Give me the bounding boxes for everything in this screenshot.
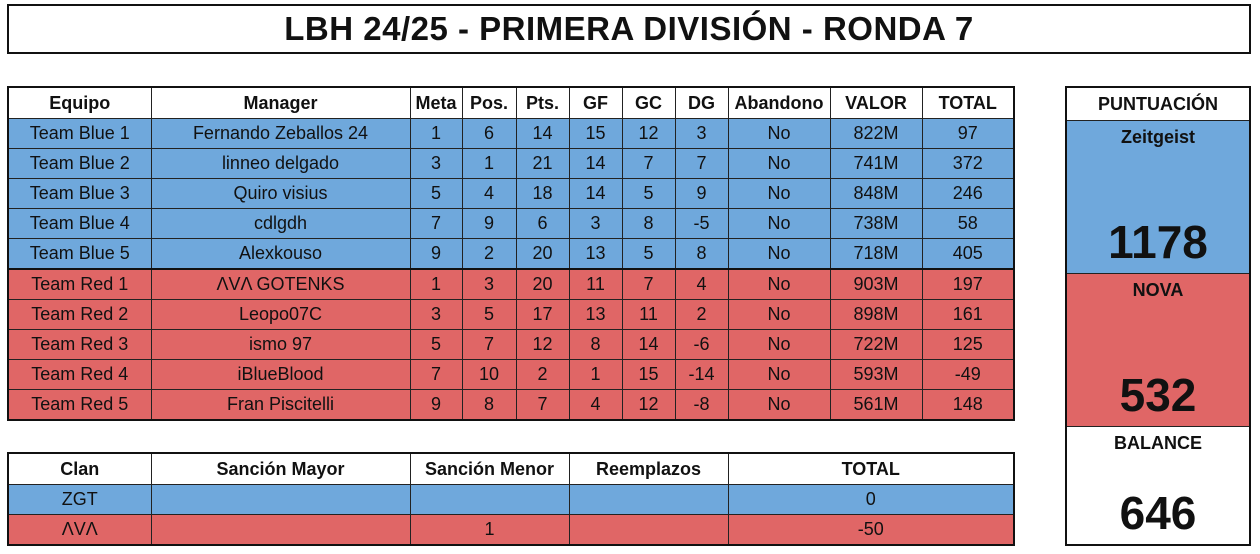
table-cell: 246 bbox=[922, 179, 1014, 209]
table-cell: 4 bbox=[675, 269, 728, 300]
page-title: LBH 24/25 - PRIMERA DIVISIÓN - RONDA 7 bbox=[7, 4, 1251, 54]
table-cell: No bbox=[728, 390, 830, 421]
table-cell: 741M bbox=[830, 149, 922, 179]
column-header: Sanción Menor bbox=[410, 453, 569, 485]
table-cell: 20 bbox=[516, 269, 569, 300]
table-cell: 14 bbox=[622, 330, 675, 360]
table-cell: 7 bbox=[410, 360, 462, 390]
table-cell: No bbox=[728, 239, 830, 270]
table-cell: No bbox=[728, 209, 830, 239]
table-cell: 9 bbox=[675, 179, 728, 209]
balance-value: 646 bbox=[1119, 487, 1197, 539]
table-cell: ZGT bbox=[8, 485, 151, 515]
table-row bbox=[8, 485, 1014, 515]
table-cell: Team Red 4 bbox=[8, 360, 151, 390]
table-cell: 593M bbox=[830, 360, 922, 390]
column-header: Reemplazos bbox=[569, 453, 728, 485]
table-cell: No bbox=[728, 330, 830, 360]
table-row bbox=[8, 209, 1014, 239]
table-cell: 2 bbox=[516, 360, 569, 390]
table-cell: 6 bbox=[516, 209, 569, 239]
table-cell: 13 bbox=[569, 300, 622, 330]
table-cell: -50 bbox=[728, 515, 1014, 546]
table-cell: 5 bbox=[622, 179, 675, 209]
table-cell: 0 bbox=[728, 485, 1014, 515]
table-cell: Team Blue 3 bbox=[8, 179, 151, 209]
table-cell: ismo 97 bbox=[151, 330, 410, 360]
column-header: GF bbox=[569, 87, 622, 119]
table-row bbox=[8, 360, 1014, 390]
table-cell: cdlgdh bbox=[151, 209, 410, 239]
table-cell: No bbox=[728, 179, 830, 209]
table-cell: 5 bbox=[410, 330, 462, 360]
balance-block bbox=[1067, 427, 1249, 544]
table-cell: 14 bbox=[569, 179, 622, 209]
column-header: TOTAL bbox=[922, 87, 1014, 119]
table-cell: 9 bbox=[462, 209, 516, 239]
table-cell: 1 bbox=[410, 269, 462, 300]
sanctions-header-row bbox=[8, 453, 1014, 485]
table-cell: Alexkouso bbox=[151, 239, 410, 270]
table-cell: ΛVΛ GOTENKS bbox=[151, 269, 410, 300]
table-cell: 9 bbox=[410, 390, 462, 421]
table-cell bbox=[569, 485, 728, 515]
column-header: Sanción Mayor bbox=[151, 453, 410, 485]
table-cell: 21 bbox=[516, 149, 569, 179]
table-cell: No bbox=[728, 300, 830, 330]
table-cell: Team Blue 2 bbox=[8, 149, 151, 179]
table-cell: 8 bbox=[569, 330, 622, 360]
table-cell: 1 bbox=[462, 149, 516, 179]
table-cell: 8 bbox=[462, 390, 516, 421]
table-cell: 125 bbox=[922, 330, 1014, 360]
table-cell: 1 bbox=[410, 119, 462, 149]
table-cell: -5 bbox=[675, 209, 728, 239]
table-cell: 3 bbox=[410, 300, 462, 330]
table-cell: 18 bbox=[516, 179, 569, 209]
table-cell: No bbox=[728, 269, 830, 300]
table-cell: 405 bbox=[922, 239, 1014, 270]
table-cell: Team Blue 1 bbox=[8, 119, 151, 149]
table-cell: 2 bbox=[462, 239, 516, 270]
table-cell: ΛVΛ bbox=[8, 515, 151, 546]
table-cell: 7 bbox=[622, 269, 675, 300]
column-header: TOTAL bbox=[728, 453, 1014, 485]
table-cell: 3 bbox=[675, 119, 728, 149]
table-row bbox=[8, 179, 1014, 209]
table-cell: 903M bbox=[830, 269, 922, 300]
table-cell: Team Red 5 bbox=[8, 390, 151, 421]
table-cell: 4 bbox=[569, 390, 622, 421]
table-cell: 848M bbox=[830, 179, 922, 209]
table-cell: 3 bbox=[569, 209, 622, 239]
table-cell: 3 bbox=[462, 269, 516, 300]
table-row bbox=[8, 515, 1014, 546]
table-cell: 8 bbox=[675, 239, 728, 270]
table-cell: 5 bbox=[462, 300, 516, 330]
table-cell: 718M bbox=[830, 239, 922, 270]
table-cell: No bbox=[728, 119, 830, 149]
table-cell: 148 bbox=[922, 390, 1014, 421]
column-header: Equipo bbox=[8, 87, 151, 119]
table-cell: 17 bbox=[516, 300, 569, 330]
table-cell: 5 bbox=[410, 179, 462, 209]
table-cell: Team Red 2 bbox=[8, 300, 151, 330]
balance-label: BALANCE bbox=[1114, 433, 1202, 453]
table-cell: iBlueBlood bbox=[151, 360, 410, 390]
table-cell: Fernando Zeballos 24 bbox=[151, 119, 410, 149]
column-header: Meta bbox=[410, 87, 462, 119]
table-row bbox=[8, 330, 1014, 360]
table-cell: 11 bbox=[569, 269, 622, 300]
team2-score-block bbox=[1067, 274, 1249, 427]
table-row bbox=[8, 239, 1014, 270]
table-cell: 6 bbox=[462, 119, 516, 149]
table-cell: Quiro visius bbox=[151, 179, 410, 209]
table-cell: 7 bbox=[410, 209, 462, 239]
table-cell: 97 bbox=[922, 119, 1014, 149]
table-cell: 7 bbox=[462, 330, 516, 360]
table-cell bbox=[410, 485, 569, 515]
table-cell: Team Blue 4 bbox=[8, 209, 151, 239]
team1-score-block bbox=[1067, 121, 1249, 274]
table-cell: 13 bbox=[569, 239, 622, 270]
table-row bbox=[8, 300, 1014, 330]
column-header: Pts. bbox=[516, 87, 569, 119]
table-cell: 722M bbox=[830, 330, 922, 360]
column-header: Pos. bbox=[462, 87, 516, 119]
table-cell: -8 bbox=[675, 390, 728, 421]
table-row bbox=[8, 149, 1014, 179]
table-cell: -49 bbox=[922, 360, 1014, 390]
column-header: VALOR bbox=[830, 87, 922, 119]
team1-name: Zeitgeist bbox=[1120, 127, 1195, 147]
table-cell: 12 bbox=[622, 390, 675, 421]
table-cell: 8 bbox=[622, 209, 675, 239]
table-cell: 372 bbox=[922, 149, 1014, 179]
table-cell: -6 bbox=[675, 330, 728, 360]
table-cell: 9 bbox=[410, 239, 462, 270]
score-panel bbox=[1065, 86, 1251, 546]
table-cell: Team Red 1 bbox=[8, 269, 151, 300]
table-cell: 822M bbox=[830, 119, 922, 149]
column-header: Abandono bbox=[728, 87, 830, 119]
table-cell: 7 bbox=[516, 390, 569, 421]
sanctions-table bbox=[7, 452, 1015, 546]
table-cell: 15 bbox=[569, 119, 622, 149]
standings-table bbox=[7, 86, 1015, 421]
table-cell: 14 bbox=[516, 119, 569, 149]
score-panel-header: PUNTUACIÓN bbox=[1067, 88, 1249, 121]
table-cell: 15 bbox=[622, 360, 675, 390]
column-header: GC bbox=[622, 87, 675, 119]
table-cell: Team Blue 5 bbox=[8, 239, 151, 270]
table-cell: 1 bbox=[410, 515, 569, 546]
table-cell: Fran Piscitelli bbox=[151, 390, 410, 421]
team2-name: NOVA bbox=[1132, 280, 1184, 300]
table-cell: No bbox=[728, 360, 830, 390]
table-cell: 5 bbox=[622, 239, 675, 270]
standings-header-row bbox=[8, 87, 1014, 119]
table-cell: 561M bbox=[830, 390, 922, 421]
table-cell: 898M bbox=[830, 300, 922, 330]
table-cell: -14 bbox=[675, 360, 728, 390]
table-cell: 10 bbox=[462, 360, 516, 390]
table-row bbox=[8, 269, 1014, 300]
table-cell: Leopo07C bbox=[151, 300, 410, 330]
table-row bbox=[8, 390, 1014, 421]
table-cell bbox=[569, 515, 728, 546]
table-cell: 4 bbox=[462, 179, 516, 209]
table-cell: 3 bbox=[410, 149, 462, 179]
table-cell: 12 bbox=[516, 330, 569, 360]
column-header: Manager bbox=[151, 87, 410, 119]
table-row bbox=[8, 119, 1014, 149]
table-cell bbox=[151, 515, 410, 546]
table-cell: 11 bbox=[622, 300, 675, 330]
table-cell: 58 bbox=[922, 209, 1014, 239]
table-cell: 7 bbox=[622, 149, 675, 179]
table-cell: No bbox=[728, 149, 830, 179]
team2-score: 532 bbox=[1119, 369, 1197, 421]
table-cell: 14 bbox=[569, 149, 622, 179]
table-cell: 7 bbox=[675, 149, 728, 179]
column-header: DG bbox=[675, 87, 728, 119]
table-cell: linneo delgado bbox=[151, 149, 410, 179]
table-cell bbox=[151, 485, 410, 515]
table-cell: Team Red 3 bbox=[8, 330, 151, 360]
table-cell: 738M bbox=[830, 209, 922, 239]
table-cell: 1 bbox=[569, 360, 622, 390]
table-cell: 20 bbox=[516, 239, 569, 270]
table-cell: 197 bbox=[922, 269, 1014, 300]
team1-score: 1178 bbox=[1108, 216, 1208, 268]
table-cell: 12 bbox=[622, 119, 675, 149]
table-cell: 2 bbox=[675, 300, 728, 330]
column-header: Clan bbox=[8, 453, 151, 485]
table-cell: 161 bbox=[922, 300, 1014, 330]
